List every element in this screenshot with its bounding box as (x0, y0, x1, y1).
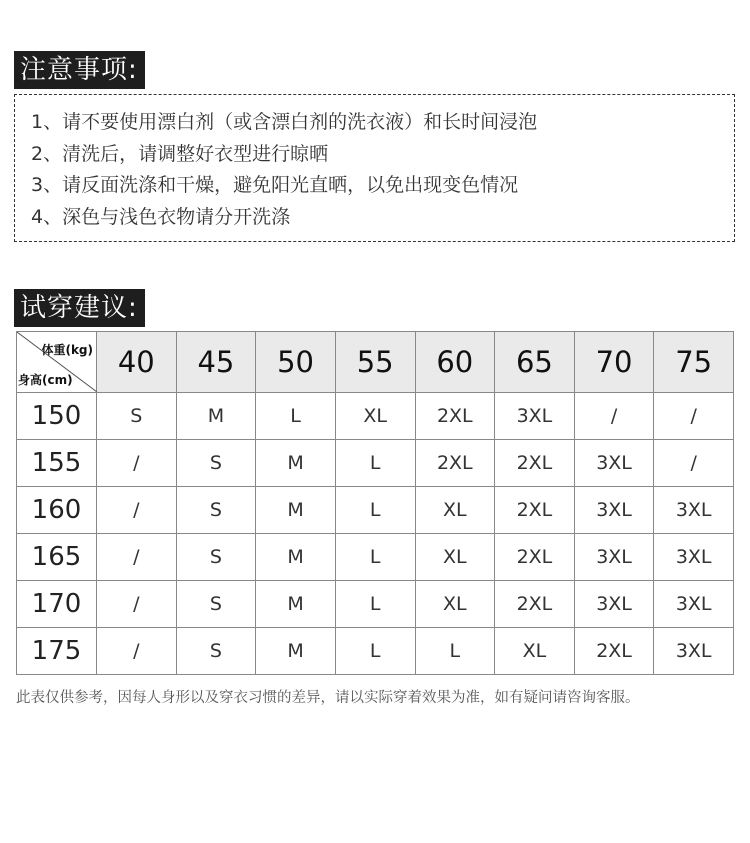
size-cell: S (176, 628, 256, 675)
size-cell: 3XL (495, 393, 575, 440)
size-cell: 3XL (654, 628, 734, 675)
size-cell: / (97, 581, 177, 628)
size-cell: 3XL (574, 581, 654, 628)
size-cell: 3XL (574, 487, 654, 534)
size-cell: M (256, 487, 336, 534)
weight-header-cell: 40 (97, 332, 177, 393)
size-cell: / (654, 393, 734, 440)
size-cell: XL (415, 487, 495, 534)
size-cell: / (654, 440, 734, 487)
note-item: 1、请不要使用漂白剂（或含漂白剂的洗衣液）和长时间浸泡 (31, 111, 538, 133)
table-row (17, 440, 734, 487)
size-cell: L (335, 534, 415, 581)
size-cell: L (335, 487, 415, 534)
size-cell: M (256, 534, 336, 581)
size-cell: L (335, 440, 415, 487)
size-cell: M (256, 581, 336, 628)
size-cell: XL (495, 628, 575, 675)
size-cell: M (256, 628, 336, 675)
weight-header-cell: 75 (654, 332, 734, 393)
height-cell: 155 (17, 440, 97, 487)
fit-heading: 试穿建议: (14, 289, 145, 327)
size-cell: / (574, 393, 654, 440)
size-cell: S (176, 534, 256, 581)
weight-header-row (17, 332, 734, 393)
table-row (17, 393, 734, 440)
size-cell: L (256, 393, 336, 440)
weight-header-cell: 55 (335, 332, 415, 393)
notes-box (14, 94, 735, 242)
size-cell: S (176, 440, 256, 487)
size-cell: M (256, 440, 336, 487)
size-cell: 3XL (654, 581, 734, 628)
height-cell: 175 (17, 628, 97, 675)
size-cell: 2XL (415, 440, 495, 487)
table-row (17, 581, 734, 628)
disclaimer-note: 此表仅供参考，因每人身形以及穿衣习惯的差异，请以实际穿着效果为准，如有疑问请咨询客服。 (16, 690, 640, 706)
weight-header-cell: 45 (176, 332, 256, 393)
size-cell: L (415, 628, 495, 675)
height-cell: 160 (17, 487, 97, 534)
weight-header-cell: 65 (495, 332, 575, 393)
weight-header-cell: 50 (256, 332, 336, 393)
weight-header-cell: 60 (415, 332, 495, 393)
size-table (16, 331, 734, 675)
size-cell: XL (415, 581, 495, 628)
size-cell: / (97, 534, 177, 581)
note-item: 4、深色与浅色衣物请分开洗涤 (31, 205, 291, 228)
corner-cell (17, 332, 97, 393)
size-cell: 2XL (495, 440, 575, 487)
size-cell: 3XL (654, 534, 734, 581)
table-row (17, 534, 734, 581)
size-cell: S (176, 581, 256, 628)
height-cell: 165 (17, 534, 97, 581)
table-row (17, 487, 734, 534)
height-axis-label: 身高(cm) (18, 373, 73, 387)
notes-heading: 注意事项: (14, 51, 145, 89)
weight-header-cell: 70 (574, 332, 654, 393)
weight-axis-label: 体重(kg) (41, 343, 93, 357)
note-item: 3、请反面洗涤和干燥，避免阳光直晒，以免出现变色情况 (31, 174, 519, 196)
size-cell: / (97, 440, 177, 487)
table-row (17, 628, 734, 675)
size-cell: M (176, 393, 256, 440)
size-cell: 2XL (415, 393, 495, 440)
size-cell: 3XL (574, 440, 654, 487)
size-cell: 3XL (574, 534, 654, 581)
size-cell: 3XL (654, 487, 734, 534)
size-cell: 2XL (495, 581, 575, 628)
note-item: 2、清洗后，请调整好衣型进行晾晒 (31, 142, 329, 165)
size-cell: 2XL (574, 628, 654, 675)
size-cell: XL (415, 534, 495, 581)
size-cell: XL (335, 393, 415, 440)
size-cell: L (335, 581, 415, 628)
size-cell: 2XL (495, 487, 575, 534)
size-cell: / (97, 628, 177, 675)
size-cell: 2XL (495, 534, 575, 581)
size-cell: / (97, 487, 177, 534)
height-cell: 150 (17, 393, 97, 440)
height-cell: 170 (17, 581, 97, 628)
size-cell: S (97, 393, 177, 440)
size-cell: S (176, 487, 256, 534)
size-cell: L (335, 628, 415, 675)
